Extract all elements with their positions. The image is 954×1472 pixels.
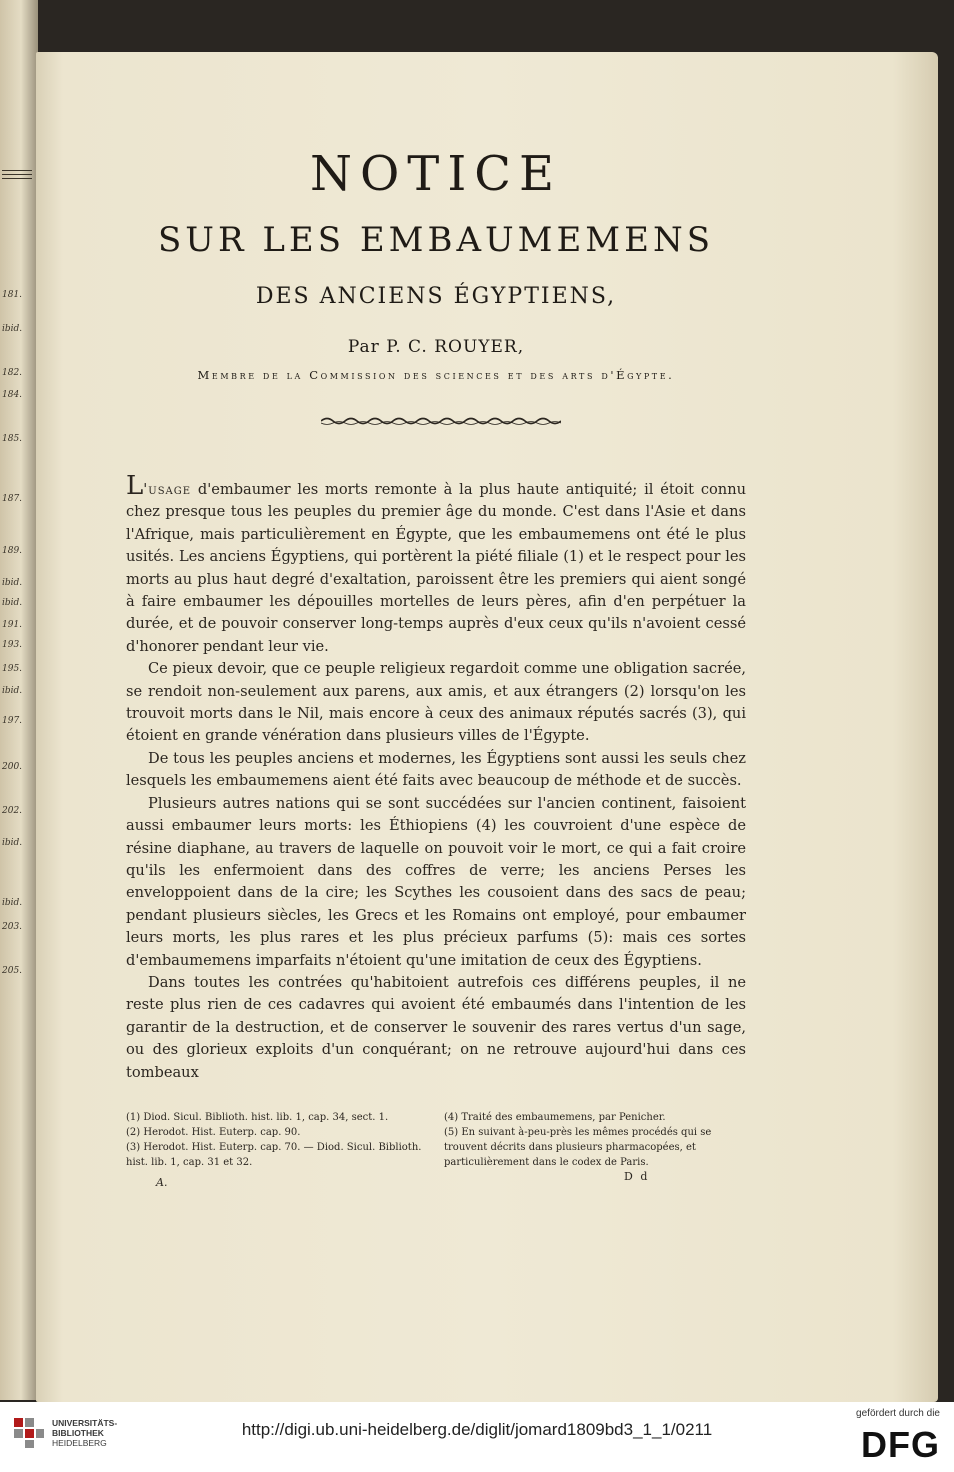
footnotes-right-column [444, 1110, 740, 1170]
dfg-logo: DFG [861, 1424, 940, 1465]
library-line: UNIVERSITÄTS- [52, 1418, 118, 1428]
margin-number: 197. [2, 716, 23, 726]
permalink-url[interactable]: http://digi.ub.uni-heidelberg.de/diglit/jomard1809bd3_1_1/0211 [241, 1420, 713, 1439]
margin-number: ibid. [2, 324, 23, 334]
margin-number: 189. [2, 546, 23, 556]
rule-marks [2, 170, 32, 182]
lead-word: 'usage [143, 481, 192, 498]
footnote: (5) En suivant à-peu-près les mêmes procédés qui se trouvent décrits dans plusieurs pharmacopées, et particulièrement dans le codex de Paris. [444, 1127, 712, 1168]
left-page-edge [0, 0, 38, 1400]
book-page [36, 52, 938, 1402]
page-subtitle: SUR LES EMBAUMEMENS [158, 220, 714, 260]
drop-cap: L [126, 471, 144, 501]
footnote: (3) Herodot. Hist. Euterp. cap. 70. — Diod. Sicul. Biblioth. hist. lib. 1, cap. 31 et 32. [126, 1142, 422, 1168]
funder-label: gefördert durch die [856, 1408, 940, 1419]
paragraph: Ce pieux devoir, que ce peuple religieux regardoit comme une obligation sacrée, se rendoit non-seulement aux parens, aux amis, et aux étrangers (2) lorsqu'on les trouvoit morts dans le Nil, mais encore à ceux des animaux réputés sacrés (3), qui étoient en grande vénération dans plusieurs villes de l'Égypte. [126, 660, 746, 745]
page-subtitle-secondary: DES ANCIENS ÉGYPTIENS, [255, 284, 617, 309]
margin-number: 181. [2, 290, 23, 300]
margin-number: 191. [2, 620, 23, 630]
margin-number: ibid. [2, 598, 23, 608]
margin-number: 202. [2, 806, 23, 816]
viewer-footer [0, 1402, 954, 1472]
paragraph: Plusieurs autres nations qui se sont succédées sur l'ancien continent, faisoient aussi embaumer leurs morts: les Éthiopiens (4) les couvroient d'une espèce de résine diaphane, au travers de laquelle on pouvoit voir le mort, ce qui a fait croire qu'ils les enfermoient dans des coffres de verre; les anciens Perses les enveloppoient dans de la cire; les Scythes les cousoient dans des sacs de peau; pendant plusieurs siècles, les Grecs et les Romains ont employé, pour embaumer leurs morts, les plus rares et les plus précieux parfums (5): mais ces sortes d'embaumemens imparfaits n'étoient qu'une imitation de ceux des Égyptiens. [126, 794, 746, 969]
margin-number: ibid. [2, 838, 23, 848]
body-text [126, 471, 746, 1084]
footnote: (4) Traité des embaumemens, par Penicher. [444, 1112, 666, 1123]
margin-number: 195. [2, 664, 23, 674]
signature-mark-right: D d [624, 1170, 650, 1183]
ornament-divider [321, 414, 561, 428]
paragraph [126, 471, 746, 658]
page-title: NOTICE [309, 146, 563, 202]
margin-number: 182. [2, 368, 23, 378]
margin-number: 203. [2, 922, 23, 932]
margin-number: 200. [2, 762, 23, 772]
author-line: Par P. C. ROUYER, [347, 337, 525, 357]
library-line: BIBLIOTHEK [52, 1428, 104, 1438]
paragraph: Dans toutes les contrées qu'habitoient autrefois ces différens peuples, il ne reste plus rien de ces cadavres qui avoient été embaumés dans l'intention de les garantir de la destruction, et de conserver le souvenir des rares vertus d'un sage, ou des glorieux exploits d'un conquérant; on ne retrouve aujourd'hui dans ces tombeaux [126, 973, 746, 1081]
margin-number: 187. [2, 494, 23, 504]
margin-number: ibid. [2, 898, 23, 908]
margin-number: 184. [2, 390, 23, 400]
paragraph-text: d'embaumer les morts remonte à la plus haute antiquité; il étoit connu chez presque tous les peuples du premier âge du monde. C'est dans l'Asie et dans l'Afrique, mais particulièrement en Égypte, que les embaumemens ont été le plus usités. Les anciens Égyptiens, qui portèrent la piété filiale (1) et le respect pour les morts au plus haut degré d'exaltation, paroissent être les premiers qui aient songé à faire embaumer les dépouilles mortelles de leurs pères, afin d'en perpétuer la durée, et de pouvoir conserver long-temps auprès d'eux ceux qu'ils n'avoient cessé d'honorer pendant leur vie. [126, 481, 746, 655]
footnote: (1) Diod. Sicul. Biblioth. hist. lib. 1, cap. 34, sect. 1. [126, 1112, 389, 1123]
library-line: HEIDELBERG [52, 1438, 107, 1448]
author-affiliation: Membre de la Commission des sciences et des arts d'Égypte. [197, 368, 675, 382]
margin-number: ibid. [2, 578, 23, 588]
margin-number: 193. [2, 640, 23, 650]
footnote: (2) Herodot. Hist. Euterp. cap. 90. [126, 1127, 301, 1138]
paragraph: De tous les peuples anciens et modernes, les Égyptiens sont aussi les seuls chez lesquels les embaumemens aient été faits avec beaucoup de méthode et de succès. [126, 749, 746, 790]
footnotes-left-column [126, 1110, 422, 1170]
margin-number: 205. [2, 966, 23, 976]
margin-number: ibid. [2, 686, 23, 696]
margin-number: 185. [2, 434, 23, 444]
signature-mark-left: A. [156, 1176, 168, 1189]
